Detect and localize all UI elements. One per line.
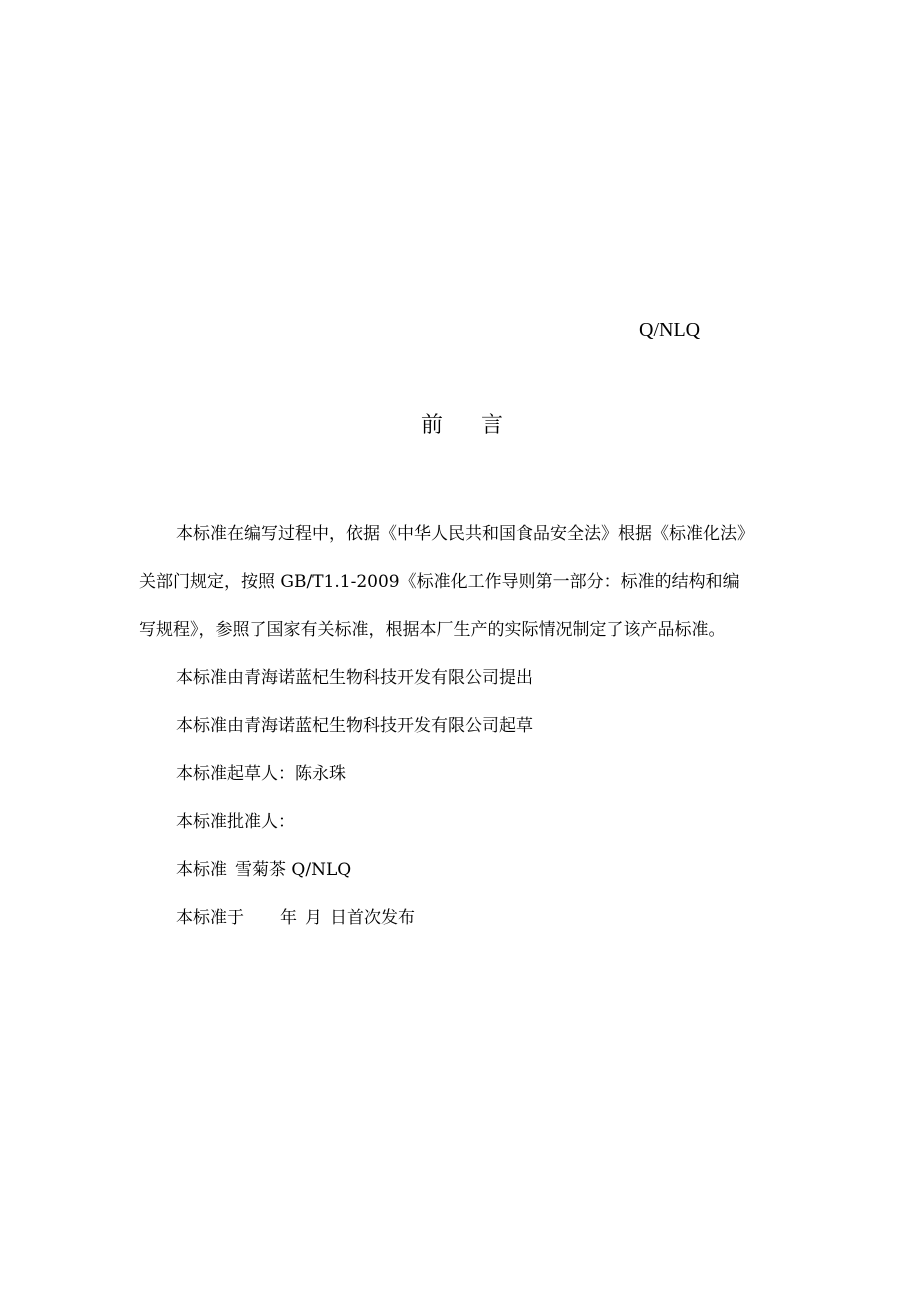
proposed-by-line: 本标准由青海诺蓝杞生物科技开发有限公司提出 <box>176 668 533 688</box>
drafter-line: 本标准起草人：陈永珠 <box>176 764 346 784</box>
standard-name-prefix: 本标准 <box>176 860 227 880</box>
approver-line: 本标准批准人： <box>176 812 295 832</box>
release-prefix: 本标准于 <box>176 908 244 928</box>
standard-name-line <box>176 858 351 882</box>
standard-name-value: 雪菊茶 Q/NLQ <box>235 860 352 880</box>
title-part-2: 言 <box>481 413 506 438</box>
intro-line-1: 本标准在编写过程中，依据《中华人民共和国食品安全法》根据《标准化法》 <box>176 524 754 544</box>
release-day-text: 日首次发布 <box>330 908 415 928</box>
title-part-1: 前 <box>421 413 446 438</box>
intro-line-2: 关部门规定，按照 GB/T1.1-2009《标准化工作导则第一部分：标准的结构和编 <box>139 572 740 592</box>
release-line <box>176 906 415 930</box>
standard-code: Q/NLQ <box>639 319 701 341</box>
drafted-by-org-line: 本标准由青海诺蓝杞生物科技开发有限公司起草 <box>176 716 533 736</box>
page-title <box>421 412 505 440</box>
intro-line-3: 写规程》，参照了国家有关标准，根据本厂生产的实际情况制定了该产品标准。 <box>139 620 726 640</box>
release-year: 年 <box>280 908 297 928</box>
release-month: 月 <box>305 908 322 928</box>
